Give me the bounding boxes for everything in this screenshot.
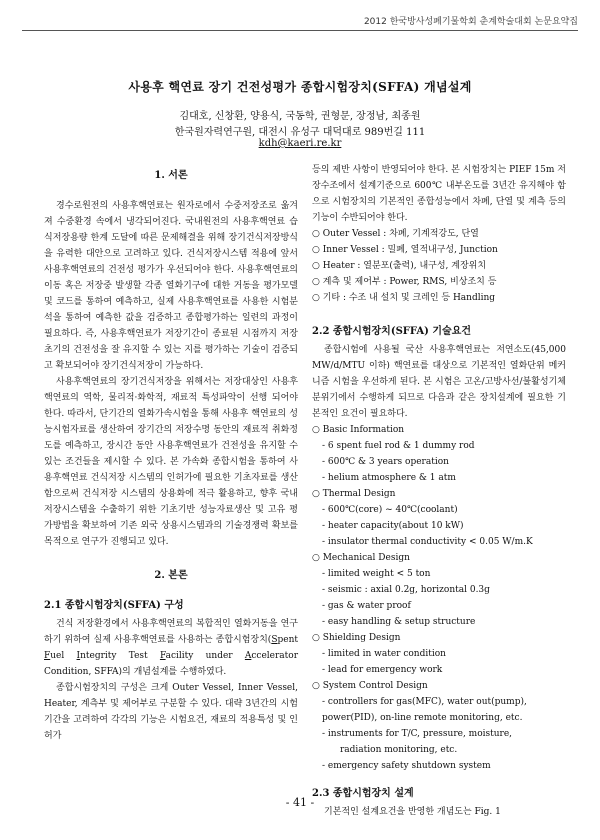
list-item: - helium atmosphere & 1 atm <box>322 473 456 483</box>
list-item: - 600℃ & 3 years operation <box>322 457 449 467</box>
acronym-f2: F <box>159 651 166 661</box>
component-list <box>312 226 566 306</box>
req-heading-basic: ○ Basic Information <box>312 425 405 435</box>
list-item: - controllers for gas(MFC), water out(pump), power(PID), on-line remote monitoring, etc. <box>322 697 527 723</box>
affiliation: 한국원자력연구원, 대전시 유성구 대덕대로 989번길 111 <box>174 127 426 138</box>
acronym-s: S <box>271 635 278 645</box>
req-heading-control: ○ System Control Design <box>312 681 428 691</box>
acronym-a: A <box>244 651 252 661</box>
list-item: ○ Outer Vessel : 차폐, 기계적강도, 단열 <box>312 229 479 239</box>
sffa-text-accelerator: ccelerator Condition, SFFA)의 개념설계를 수행하였다. <box>44 651 298 677</box>
section-heading-body: 2. 본론 <box>154 570 188 581</box>
page-number: - 41 - <box>285 796 315 809</box>
sffa-text-integrity: ntegrity Test <box>80 651 160 661</box>
paper-title: 사용후 핵연료 장기 건전성평가 종합시험장치(SFFA) 개념설계 <box>128 80 472 94</box>
subsection-heading-2-1: 2.1 종합시험장치(SFFA) 구성 <box>44 600 184 611</box>
list-item: - 6 spent fuel rod & 1 dummy rod <box>322 441 475 451</box>
header-rule <box>22 30 578 31</box>
list-item: - lead for emergency work <box>322 665 443 675</box>
req-heading-shielding: ○ Shielding Design <box>312 633 401 643</box>
acronym-i: I <box>76 651 81 661</box>
list-item: - limited in water condition <box>322 649 446 659</box>
sffa-text-uel: uel <box>50 651 77 661</box>
list-item: - easy handling & setup structure <box>322 617 476 627</box>
design-paragraph: 기본적인 설계요건을 반영한 개념도는 Fig. 1 <box>324 807 501 817</box>
running-header: 2012 한국방사성폐기물학회 춘계학술대회 논문요약집 <box>363 17 578 27</box>
requirements-paragraph: 종합시험에 사용될 국산 사용후핵연료는 저연소도(45,000 MW/d/MTU 이하) 핵연료를 대상으로 기본적인 열화단위 메커니즘 시험을 우선하게 된다. 본 시험은 고온/고방사선/불활성기체 분위기에서 수행하게 되므로 다음과 같은 장치설계에 필요한 기본적인 요건이 필요하다. <box>312 345 566 419</box>
list-item: ○ 기타 : 수조 내 설치 및 크레인 등 Handling <box>312 293 496 303</box>
list-item: - limited weight < 5 ton <box>322 569 431 579</box>
list-item: - instruments for T/C, pressure, moisture, <box>322 729 513 739</box>
list-item: ○ Heater : 열분포(출력), 내구성, 계장위치 <box>312 261 487 271</box>
right-paragraph-1: 등의 제반 사항이 반영되어야 한다. 본 시험장치는 PIEF 15m 저장수조에서 설계기준으로 600℃ 내부온도를 3년간 유지해야 함으로 시험장치의 기본적인 종합성능에서 차폐, 단열 및 계측 등의 기능이 수반되어야 한다. <box>312 165 566 223</box>
left-column <box>44 158 298 744</box>
right-column <box>312 158 566 820</box>
req-heading-thermal: ○ Thermal Design <box>312 489 396 499</box>
list-item: ○ 계측 및 제어부 : Power, RMS, 비상조치 등 <box>312 277 497 287</box>
sffa-text-facility: acility under <box>165 651 245 661</box>
list-item: - seismic : axial 0.2g, horizontal 0.3g <box>322 585 490 595</box>
list-item: - heater capacity(about 10 kW) <box>322 521 464 531</box>
sffa-text-a: 건식 저장환경에서 사용후핵연료의 복합적인 열화거동을 연구하기 위하여 실제 사용후핵연료를 사용하는 종합시험장치( <box>44 619 298 645</box>
sffa-paragraph-1 <box>44 616 298 680</box>
list-item: ○ Inner Vessel : 밀폐, 열적내구성, Junction <box>312 245 498 255</box>
list-item: - insulator thermal conductivity < 0.05 W/m.K <box>322 537 533 547</box>
list-item: - emergency safety shutdown system <box>322 761 491 771</box>
intro-paragraph-1: 경수로원전의 사용후핵연료는 원자로에서 수중저장조로 옮겨져 수중환경 속에서 냉각되어진다. 국내원전의 사용후핵연료 습식저장용량 한계 도달에 따른 문제해결을 위해 장기건식저장방식을 유력한 대안으로 고려하고 있다. 건식저장시스템 적용에 앞서 사용후핵연료의 건전성 평가가 우선되어야 한다. 사용후핵연료의 이동 혹은 저장중 발생할 각종 열화기구에 대한 거동을 평가모델 및 코드를 통하여 예측하고, 실제 사용후핵연료를 사용한 시험분석을 통하여 예측한 값을 검증하고 종합평가하는 일련의 과정이 필요하다. 즉, 사용후핵연료가 저장기간이 종료된 시점까지 저장초기의 건전성을 잘 유지할 수 있는 지를 평가하는 기술이 검증되고 확보되어야 장기건식저장이 가능하다. <box>44 201 298 371</box>
list-item: - 600℃(core) ~ 40℃(coolant) <box>322 505 458 515</box>
subsection-heading-2-2: 2.2 종합시험장치(SFFA) 기술요건 <box>312 326 472 337</box>
author-list: 김대호, 신창환, 양용식, 국동학, 권형문, 장정남, 최종원 <box>179 111 421 122</box>
requirements-list <box>312 422 566 774</box>
req-heading-mechanical: ○ Mechanical Design <box>312 553 410 563</box>
intro-paragraph-2: 사용후핵연료의 장기건식저장을 위해서는 저장대상인 사용후핵연료의 역학, 물리적·화학적, 재료적 특성파악이 선행 되어야 한다. 따라서, 단기간의 열화가속시험을 통해 사용후 핵연료의 성능시험자료를 생산하여 장기간의 저장수명 동안의 재료적 취화정도를 예측하고, 장시간 동안 사용후핵연료가 건전성을 유지할 수 있는 조건들을 제시할 수 있다. 본 가속화 종합시험을 통하여 사용후핵연료 건식저장 시스템의 인허가에 필요한 기초자료를 생산함으로써 건식저장 시스템의 상용화에 적극 활용하고, 향후 국내 저장시스템을 수출하기 위한 기초기반 성능자료생산 및 고유 평가방법을 확보하여 기존 외국 상용시스템과의 기술경쟁력 확보를 목적으로 연구가 진행되고 있다. <box>44 377 298 547</box>
sffa-text-pent: pent <box>277 635 298 645</box>
list-item: radiation monitoring, etc. <box>340 745 458 755</box>
subsection-heading-2-3: 2.3 종합시험장치 설계 <box>312 788 414 799</box>
section-heading-introduction: 1. 서론 <box>154 170 188 181</box>
list-item: - gas & water proof <box>322 601 411 611</box>
acronym-f: F <box>44 651 51 661</box>
author-email: kdh@kaeri.re.kr <box>258 138 342 149</box>
sffa-paragraph-2: 종합시험장치의 구성은 크게 Outer Vessel, Inner Vessel, Heater, 계측부 및 제어부로 구분할 수 있다. 대략 3년간의 시험기간을 고려하여 각각의 기능은 시험요건, 재료의 적용특성 및 인허가 <box>44 683 298 741</box>
